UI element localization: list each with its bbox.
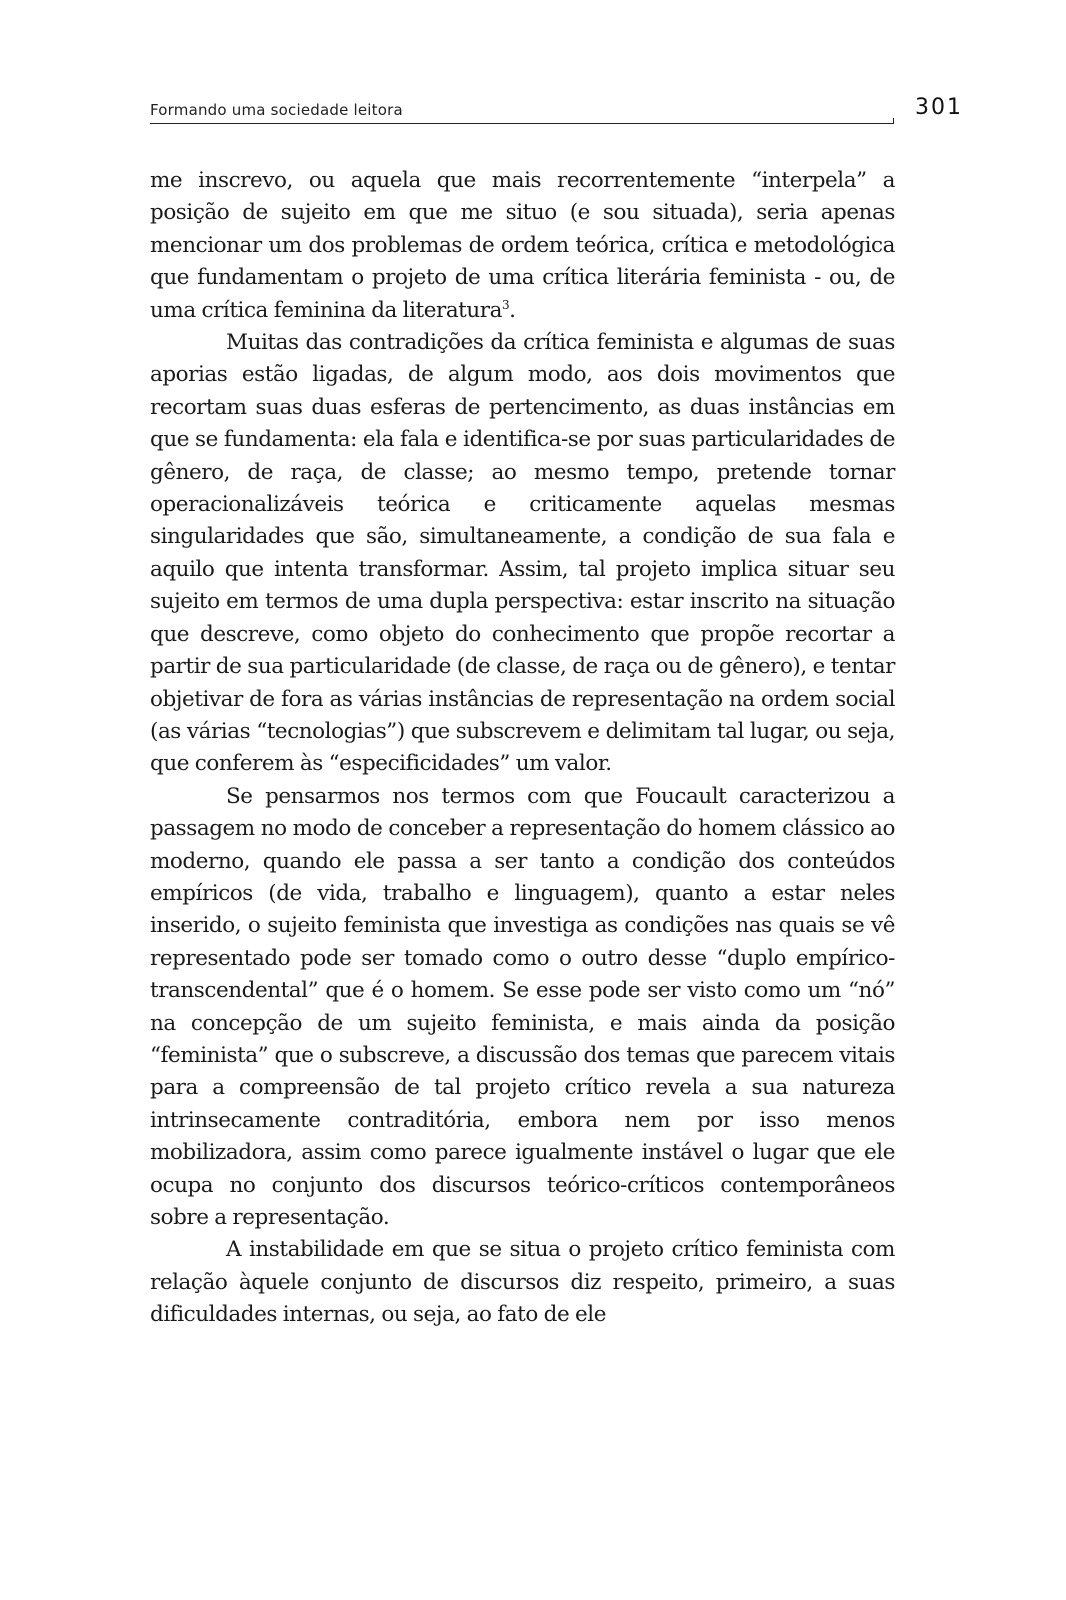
- paragraph-3: Se pensarmos nos termos com que Foucault caracterizou a passagem no modo de conceber a representação do homem clássico ao moderno, quando ele passa a ser tanto a condição dos conteúdos empíricos (de vida, trabalho e linguagem), quanto a estar neles inserido, o sujeito feminista que investiga as condições nas quais se vê representado pode ser tomado como o outro desse “duplo empírico-transcendental” que é o homem. Se esse pode ser visto como um “nó” na concepção de um sujeito feminista, e mais ainda da posição “feminista” que o subscreve, a discussão dos temas que parecem vitais para a compreensão de tal projeto crítico revela a sua natureza intrinsecamente contraditória, embora nem por isso menos mobilizadora, assim como parece igualmente instável o lugar que ele ocupa no conjunto dos discursos teórico-críticos contemporâneos sobre a representação.: [150, 783, 895, 1230]
- paragraph-1-end: .: [509, 297, 516, 323]
- paragraph-1-text: me inscrevo, ou aquela que mais recorrentemente “interpela” a posição de sujeito em que me situo (e sou situada), seria apenas mencionar um dos problemas de ordem teórica, crítica e metodológica que fundamentam o projeto de uma crítica literária feminista - ou, de uma crítica feminina da literatura: [150, 168, 895, 323]
- header-rule: [150, 123, 894, 124]
- running-header: [150, 95, 963, 129]
- running-title: Formando uma sociedade leitora: [150, 101, 403, 119]
- paragraph-4: A instabilidade em que se situa o projeto crítico feminista com relação àquele conjunto de discursos diz respeito, primeiro, a suas dificuldades internas, ou seja, ao fato de ele: [150, 1237, 895, 1328]
- header-rule-tick: [893, 118, 894, 124]
- body-text: [150, 165, 895, 1332]
- page-number: 301: [915, 95, 963, 120]
- paragraph-2: Muitas das contradições da crítica feminista e algumas de suas aporias estão ligadas, de algum modo, aos dois movimentos que recortam suas duas esferas de pertencimento, as duas instâncias em que se fundamenta: ela fala e identifica-se por suas particularidades de gênero, de raça, de classe; ao mesmo tempo, pretende tornar operacionalizáveis teórica e criticamente aquelas mesmas singularidades que são, simultaneamente, a condição de sua fala e aquilo que intenta transformar. Assim, tal projeto implica situar seu sujeito em termos de uma dupla perspectiva: estar inscrito na situação que descreve, como objeto do conhecimento que propõe recortar a partir de sua particularidade (de classe, de raça ou de gênero), e tentar objetivar de fora as várias instâncias de representação na ordem social (as várias “tecnologias”) que subscrevem e delimitam tal lugar, ou seja, que conferem às “especificidades” um valor.: [150, 330, 895, 777]
- paragraph-1: [150, 165, 895, 327]
- footnote-reference[interactable]: 3: [501, 297, 510, 312]
